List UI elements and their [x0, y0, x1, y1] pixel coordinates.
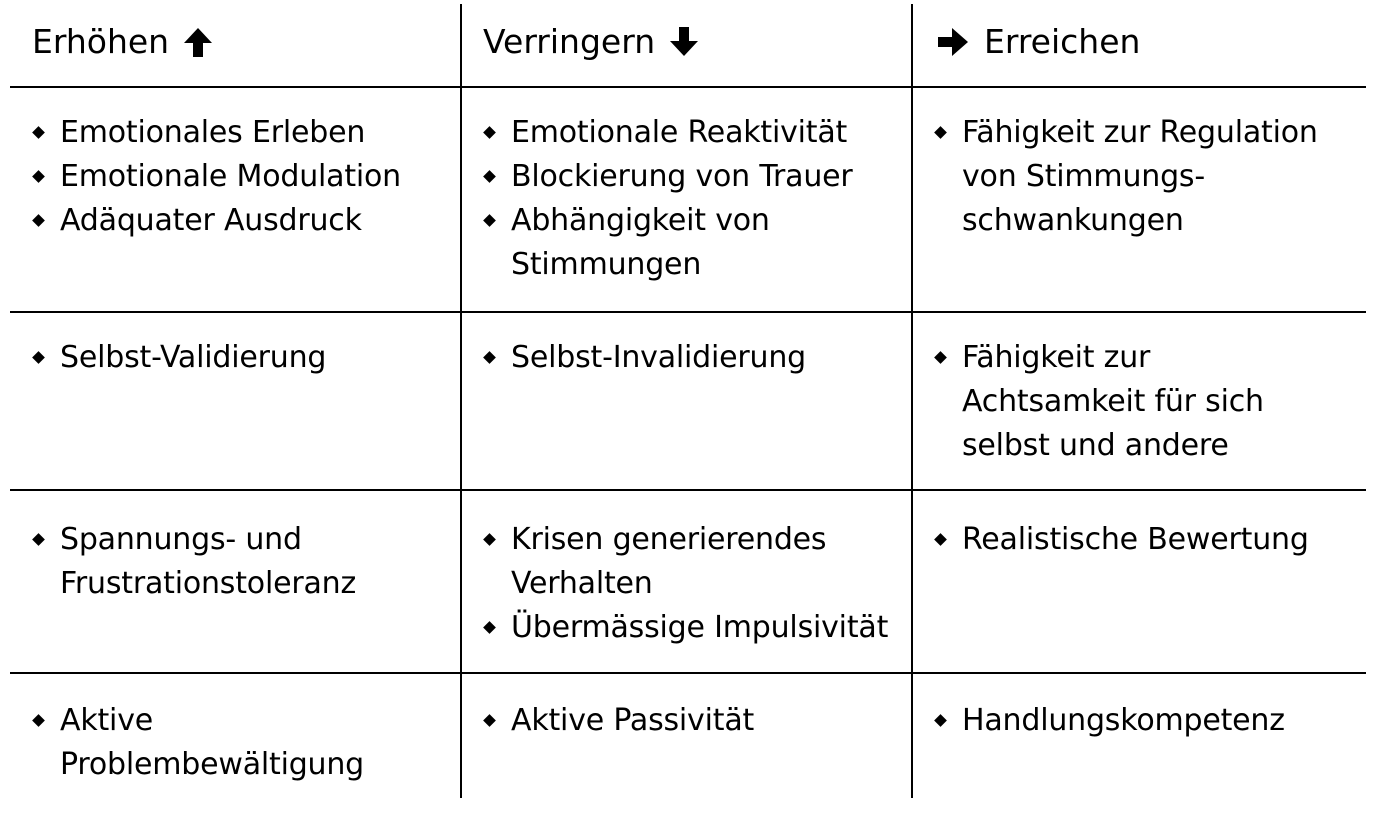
cell-r1-increase: [30, 111, 455, 243]
list-item: Emotionales Erleben: [30, 111, 455, 155]
header-achieve: [934, 22, 1354, 62]
row-divider: [10, 672, 1366, 674]
row-divider: [10, 311, 1366, 313]
bullet-icon: [483, 714, 496, 727]
bullet-icon: [483, 126, 496, 139]
list-item: Handlungskompetenz: [932, 699, 1362, 743]
bullet-icon: [934, 533, 947, 546]
header-decrease: [483, 22, 903, 62]
bullet-icon: [483, 533, 496, 546]
cell-r3-achieve: [932, 518, 1362, 562]
bullet-icon: [32, 170, 45, 183]
arrow-up-icon: [181, 25, 215, 59]
cell-r2-achieve: [932, 336, 1362, 468]
bullet-icon: [934, 126, 947, 139]
bullet-icon: [32, 533, 45, 546]
list-item: Aktive Problembewältigung: [30, 699, 390, 787]
list-item: Selbst-Validierung: [30, 336, 455, 380]
header-decrease-label: Verringern: [483, 22, 656, 61]
column-divider: [460, 4, 462, 798]
bullet-icon: [483, 621, 496, 634]
bullet-icon: [934, 714, 947, 727]
list-item: Spannungs- und Frustrationstoleranz: [30, 518, 390, 606]
cell-r1-decrease: [481, 111, 906, 287]
row-divider: [10, 86, 1366, 88]
cell-r2-decrease: [481, 336, 906, 380]
row-divider: [10, 489, 1366, 491]
list-item: Emotionale Modulation: [30, 155, 455, 199]
bullet-icon: [32, 351, 45, 364]
cell-r3-increase: [30, 518, 455, 606]
list-item: Selbst-Invalidierung: [481, 336, 906, 380]
arrow-down-icon: [667, 25, 701, 59]
cell-r4-achieve: [932, 699, 1362, 743]
list-item: Krisen generierendes Verhalten: [481, 518, 871, 606]
list-item: Abhängigkeit von Stimmungen: [481, 199, 811, 287]
bullet-icon: [483, 170, 496, 183]
list-item: Fähigkeit zur Regulation von Stimmungs-schwankungen: [932, 111, 1342, 243]
bullet-icon: [32, 126, 45, 139]
cell-r4-increase: [30, 699, 455, 787]
bullet-icon: [483, 351, 496, 364]
list-item: Übermässige Impulsivität: [481, 606, 906, 650]
cell-r3-decrease: [481, 518, 906, 650]
cell-r4-decrease: [481, 699, 906, 743]
header-increase-label: Erhöhen: [32, 22, 170, 61]
goals-table: [10, 0, 1366, 814]
bullet-icon: [32, 714, 45, 727]
header-increase: [32, 22, 452, 62]
list-item: Aktive Passivität: [481, 699, 906, 743]
cell-r1-achieve: [932, 111, 1362, 243]
list-item: Emotionale Reaktivität: [481, 111, 906, 155]
list-item: Blockierung von Trauer: [481, 155, 906, 199]
bullet-icon: [32, 214, 45, 227]
list-item: Adäquater Ausdruck: [30, 199, 455, 243]
header-achieve-label: Erreichen: [984, 22, 1141, 61]
arrow-right-icon: [936, 25, 970, 59]
list-item: Realistische Bewertung: [932, 518, 1362, 562]
list-item: Fähigkeit zur Achtsamkeit für sich selbst und andere: [932, 336, 1312, 468]
bullet-icon: [934, 351, 947, 364]
column-divider: [911, 4, 913, 798]
bullet-icon: [483, 214, 496, 227]
cell-r2-increase: [30, 336, 455, 380]
